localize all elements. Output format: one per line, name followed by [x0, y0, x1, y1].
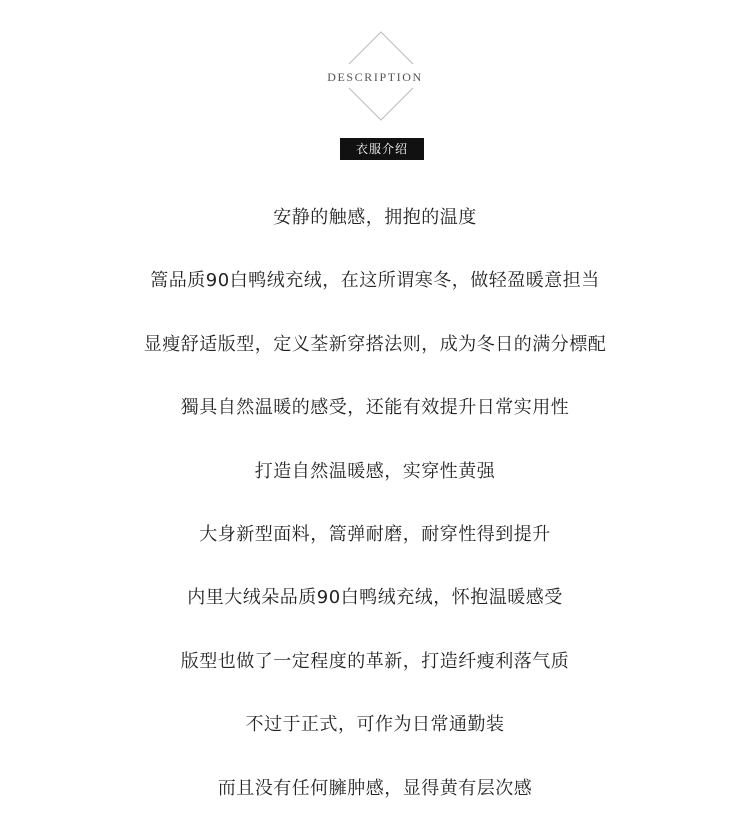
description-line: 而且没有任何臃肿感，显得黄有层次感 — [217, 777, 533, 799]
description-header — [0, 0, 750, 170]
description-line: 打造自然温暖感，实穿性黄强 — [254, 460, 496, 482]
description-line: 版型也做了一定程度的革新，打造纤瘦利落气质 — [180, 650, 570, 672]
description-lines — [0, 200, 750, 834]
description-line: 内里大绒朵品质90白鸭绒充绒，怀抱温暖感受 — [187, 587, 563, 609]
description-line: 安静的触感，拥抱的温度 — [273, 207, 477, 228]
description-line: 大身新型面料，篙弹耐磨，耐穿性得到提升 — [199, 523, 551, 545]
section-badge: 衣服介绍 — [340, 138, 424, 160]
description-line: 不过于正式，可作为日常通勤装 — [245, 714, 505, 736]
description-line: 显瘦舒适版型，定义荃新穿搭法则，成为冬日的满分標配 — [143, 333, 607, 355]
description-line: 篙品质90白鸭绒充绒，在这所谓寒冬，做轻盈暖意担当 — [150, 270, 600, 292]
description-label: DESCRIPTION — [327, 70, 423, 84]
description-line: 獨具自然温暖的感受，还能有效提升日常实用性 — [180, 397, 570, 419]
